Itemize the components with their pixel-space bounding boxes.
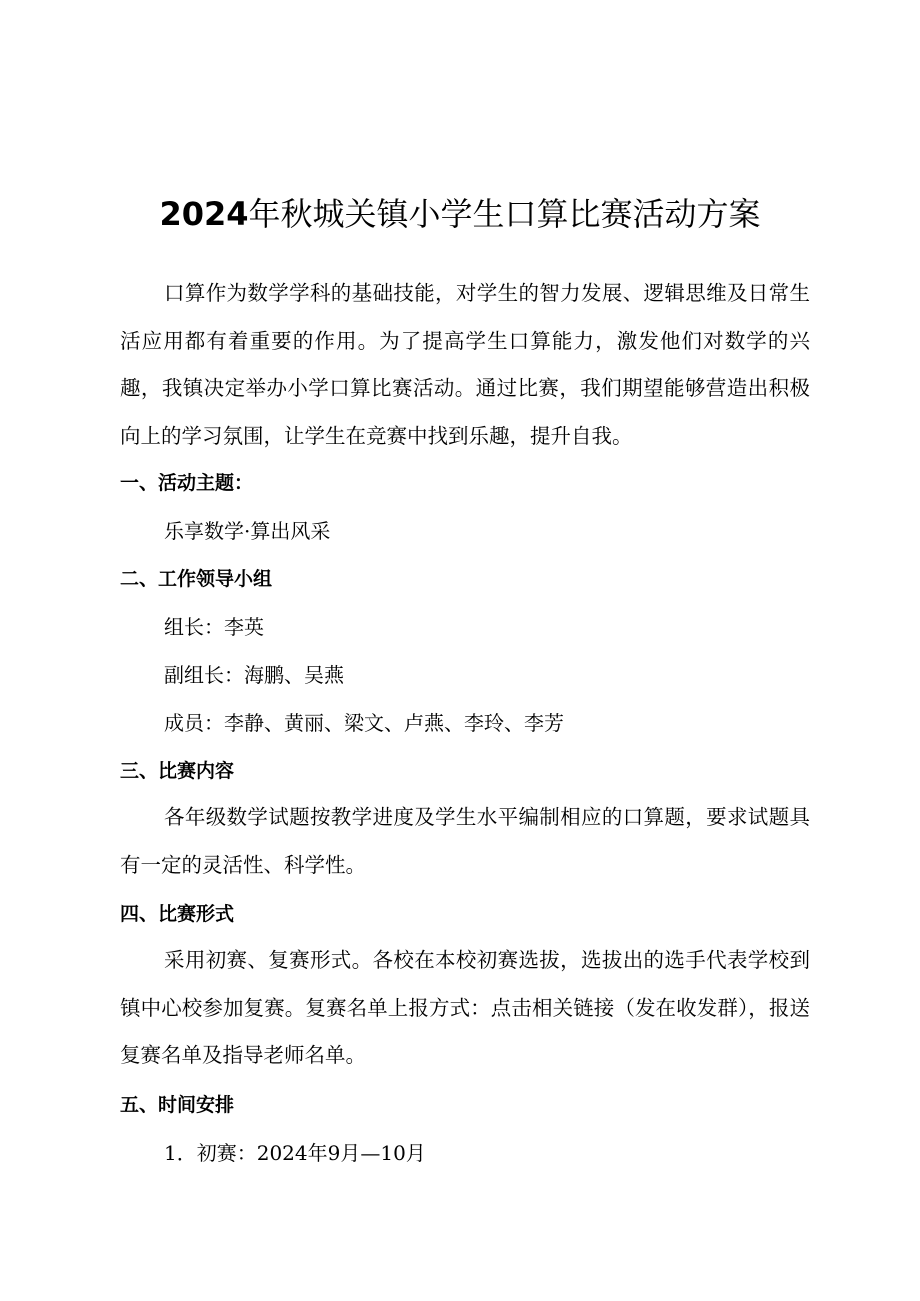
- schedule-item-1: 1．初赛：2024年9月—10月: [164, 1141, 426, 1165]
- section-heading-schedule: 五、时间安排: [120, 1094, 235, 1116]
- title-year: 2024: [159, 195, 249, 233]
- section-heading-leadership: 二、工作领导小组: [120, 568, 273, 590]
- theme-text: 乐享数学·算出风采: [164, 519, 331, 543]
- members-line: 成员：李静、黄丽、梁文、卢燕、李玲、李芳: [164, 711, 564, 735]
- deputy-line: 副组长：海鹏、吴燕: [164, 663, 344, 687]
- title-text: 年秋城关镇小学生口算比赛活动方案: [248, 195, 761, 233]
- section-heading-format: 四、比赛形式: [120, 903, 235, 925]
- page-title: [0, 190, 920, 238]
- content-paragraph: 各年级数学试题按教学进度及学生水平编制相应的口算题，要求试题具有一定的灵活性、科学性。: [120, 805, 810, 877]
- leader-line: 组长：李英: [164, 615, 264, 639]
- intro-paragraph: 口算作为数学学科的基础技能，对学生的智力发展、逻辑思维及日常生活应用都有着重要的作用。为了提高学生口算能力，激发他们对数学的兴趣，我镇决定举办小学口算比赛活动。通过比赛，我们期望能够营造出积极向上的学习氛围，让学生在竞赛中找到乐趣，提升自我。: [120, 281, 810, 448]
- format-paragraph: 采用初赛、复赛形式。各校在本校初赛选拔，选拔出的选手代表学校到镇中心校参加复赛。复赛名单上报方式：点击相关链接（发在收发群），报送复赛名单及指导老师名单。: [120, 948, 810, 1067]
- section-heading-theme: 一、活动主题：: [120, 472, 254, 494]
- section-heading-content: 三、比赛内容: [120, 760, 235, 782]
